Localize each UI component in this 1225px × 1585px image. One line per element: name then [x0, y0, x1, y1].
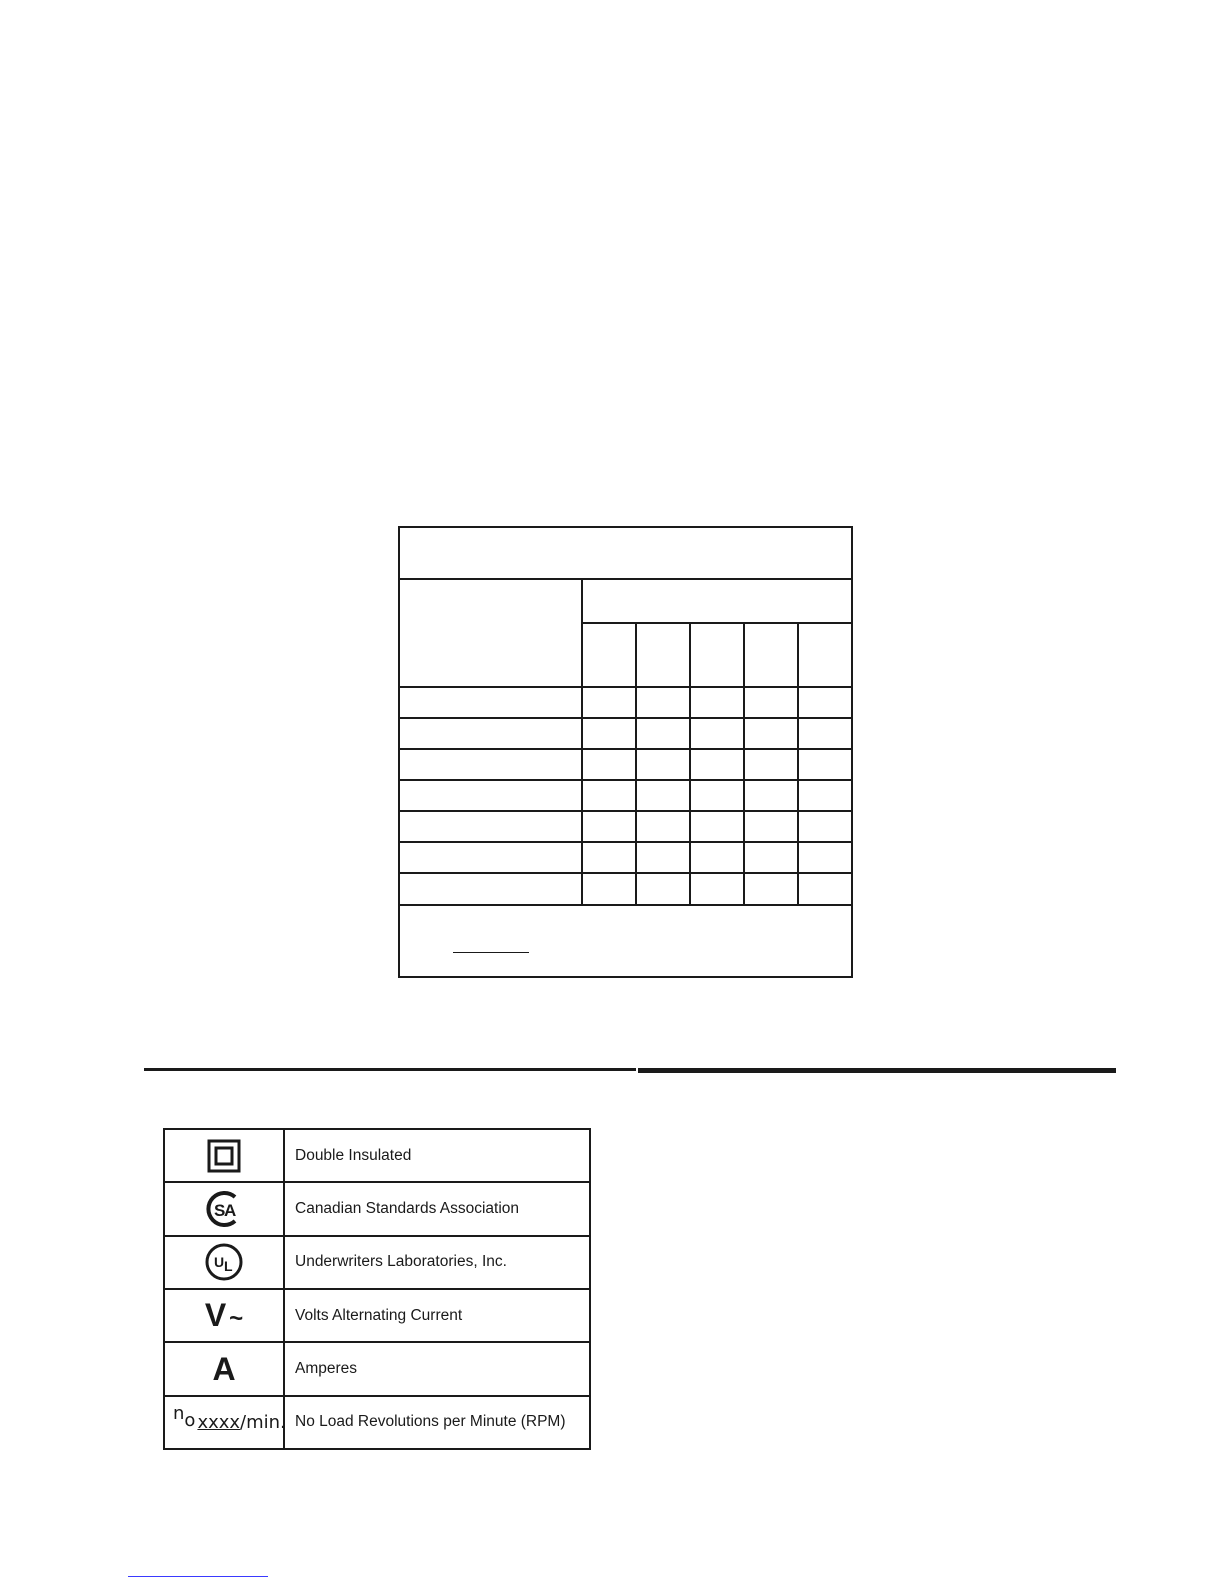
table-title-cell — [399, 527, 852, 579]
amperes-letter: A — [212, 1350, 236, 1387]
table-row — [164, 1289, 590, 1342]
symbol-description: Amperes — [284, 1342, 590, 1395]
amperes-symbol — [164, 1342, 284, 1395]
volts-ac-symbol — [164, 1289, 284, 1342]
symbol-description: Double Insulated — [284, 1129, 590, 1182]
note-underline — [453, 952, 529, 953]
table-subheader-cell — [582, 623, 636, 686]
table-header-cell — [399, 579, 582, 686]
table-row — [399, 687, 852, 718]
table-subheader-cell — [744, 623, 798, 686]
rpm-xxxx: xxxx — [197, 1411, 241, 1433]
rpm-n: n — [173, 1402, 185, 1424]
table-row — [399, 811, 852, 842]
table-row — [164, 1236, 590, 1289]
volts-letter: V — [204, 1296, 227, 1333]
rpm-min: /min. — [240, 1411, 286, 1433]
table-row — [399, 749, 852, 780]
table-row — [399, 718, 852, 749]
symbol-description: No Load Revolutions per Minute (RPM) — [284, 1396, 590, 1449]
section-divider — [144, 1068, 636, 1071]
symbol-description: Canadian Standards Association — [284, 1182, 590, 1235]
table-header-cell — [582, 579, 852, 623]
extension-cord-table — [398, 526, 853, 978]
table-row — [399, 873, 852, 904]
rpm-symbol — [164, 1396, 284, 1449]
table-subheader-cell — [798, 623, 852, 686]
svg-text:S: S — [214, 1200, 226, 1220]
table-row — [164, 1396, 590, 1449]
svg-text:L: L — [224, 1258, 233, 1275]
symbol-description: Underwriters Laboratories, Inc. — [284, 1236, 590, 1289]
ac-tilde-icon: ~ — [229, 1304, 244, 1332]
svg-text:A: A — [224, 1200, 237, 1220]
table-note-cell — [399, 905, 852, 977]
rpm-o: o — [184, 1409, 196, 1431]
table-row — [164, 1182, 590, 1235]
footer-link-underline[interactable] — [128, 1576, 268, 1577]
svg-text:U: U — [214, 1254, 225, 1271]
double-insulated-icon — [164, 1129, 284, 1182]
table-row — [399, 780, 852, 811]
section-divider — [638, 1068, 1116, 1073]
table-row — [399, 842, 852, 873]
table-row — [164, 1342, 590, 1395]
table-subheader-cell — [636, 623, 690, 686]
csa-icon — [164, 1182, 284, 1235]
ul-icon — [164, 1236, 284, 1289]
table-row — [164, 1129, 590, 1182]
symbols-table — [163, 1128, 591, 1450]
table-subheader-cell — [690, 623, 744, 686]
symbol-description: Volts Alternating Current — [284, 1289, 590, 1342]
